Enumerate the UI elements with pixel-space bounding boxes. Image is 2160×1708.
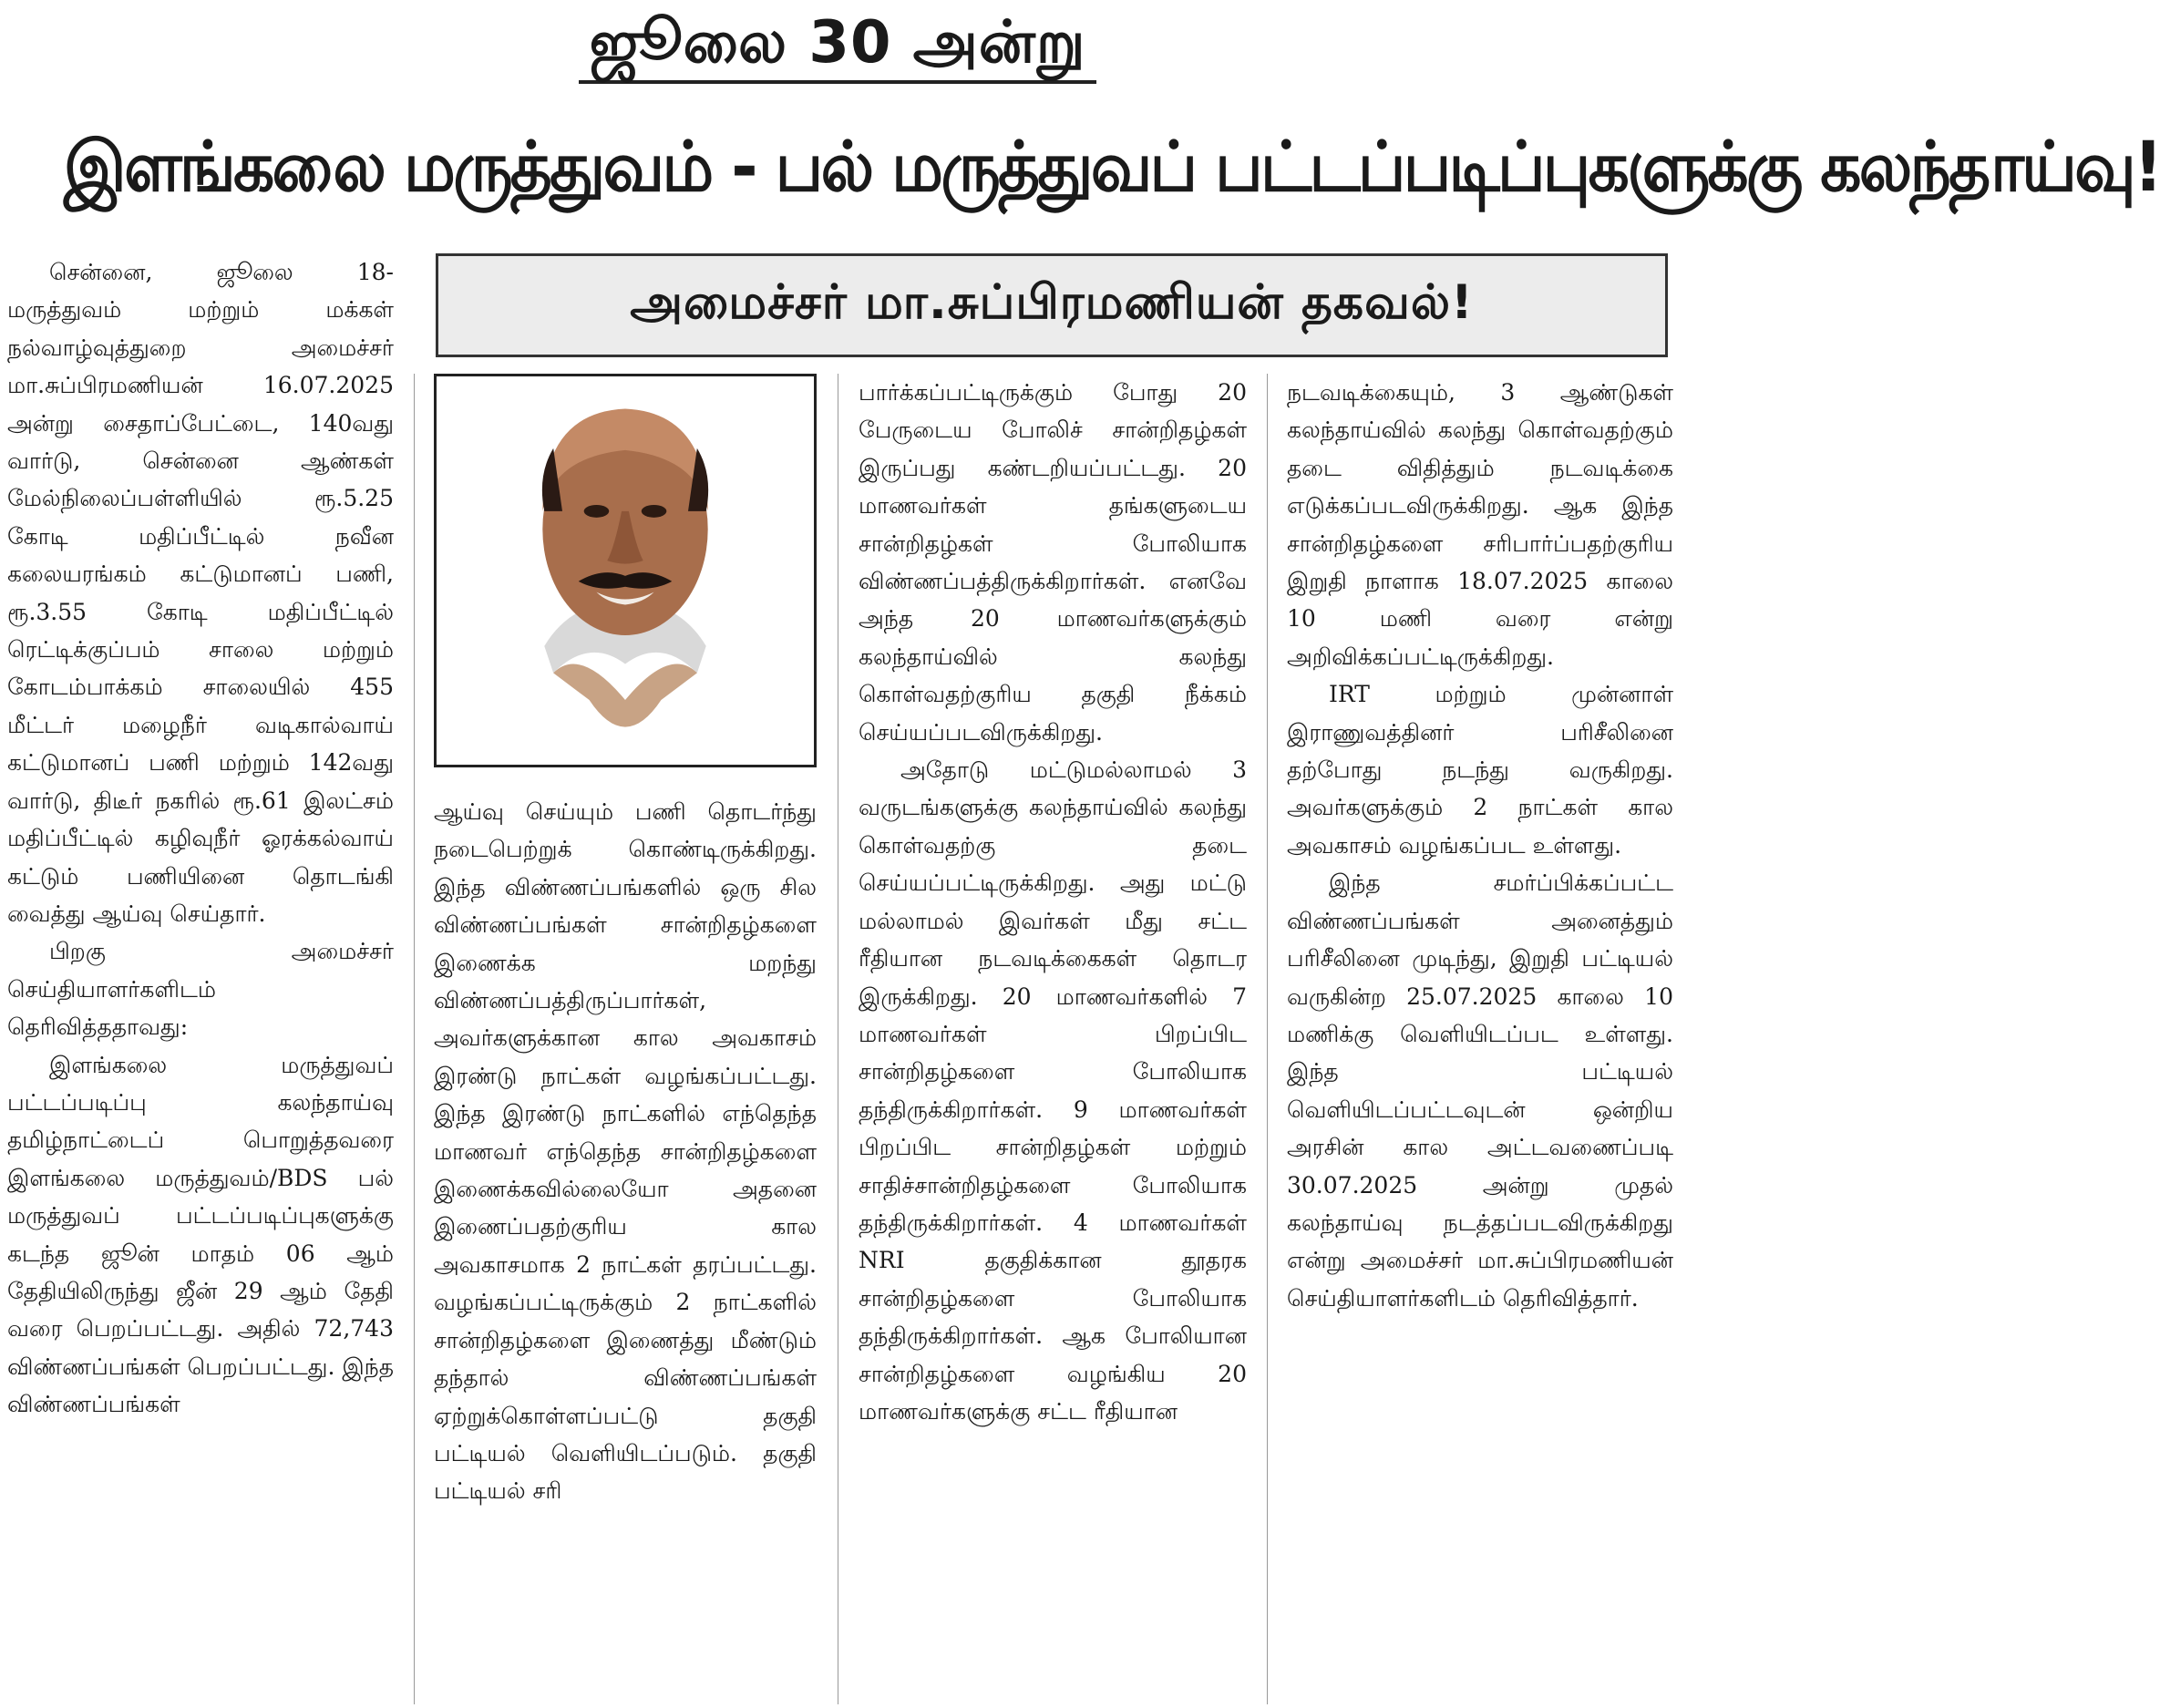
subheadline-text: அமைச்சர் மா.சுப்பிரமணியன் தகவல்! bbox=[630, 274, 1474, 330]
column-divider bbox=[1267, 374, 1268, 1704]
column-divider bbox=[414, 374, 415, 1704]
paragraph: இந்த சமர்ப்பிக்கப்பட்ட விண்ணப்பங்கள் அனைத்தும் பரிசீலினை முடிந்து, இறுதி பட்டியல் வருகின்ற 25.07.2025 காலை 10 மணிக்கு வெளியிடப்பட உள்ளது. இந்த பட்டியல் வெளியிடப்பட்டவுடன் ஒன்றிய அரசின் கால அட்டவணைப்படி 30.07.2025 அன்று முதல் கலந்தாய்வு நடத்தப்படவிருக்கிறது என்று அமைச்சர் மா.சுப்பிரமணியன் செய்தியாளர்களிடம் தெரிவித்தார். bbox=[1287, 869, 1673, 1312]
article-column-4 bbox=[1287, 374, 1673, 1704]
article-column-2 bbox=[434, 793, 817, 1704]
subheadline-box bbox=[436, 253, 1668, 357]
paragraph: அதோடு மட்டுமல்லாமல் 3 வருடங்களுக்கு கலந்தாய்வில் கலந்து கொள்வதற்கு தடை செய்யப்பட்டிருக்கிறது. அது மட்டு மல்லாமல் இவர்கள் மீது சட்ட ரீதியான நடவடிக்கைகள் தொடர இருக்கிறது. 20 மாணவர்களில் 7 மாணவர்கள் பிறப்பிட சான்றிதழ்களை போலியாக தந்திருக்கிறார்கள். 9 மாணவர்கள் பிறப்பிட சான்றிதழ்கள் மற்றும் சாதிச்சான்றிதழ்களை போலியாக தந்திருக்கிறார்கள். 4 மாணவர்கள் NRI தகுதிக்கான தூதரக சான்றிதழ்களை போலியாக தந்திருக்கிறார்கள். ஆக போலியான சான்றிதழ்களை வழங்கிய 20 மாணவர்களுக்கு சட்ட ரீதியான bbox=[859, 756, 1247, 1425]
person-portrait-icon bbox=[437, 376, 814, 765]
minister-photo bbox=[434, 374, 817, 767]
paragraph: சென்னை, ஜூலை 18- மருத்துவம் மற்றும் மக்கள் நல்வாழ்வுத்துறை அமைச்சர் மா.சுப்பிரமணியன் 16.07.2025 அன்று சைதாப்பேட்டை, 140வது வார்டு, சென்னை ஆண்கள் மேல்நிலைப்பள்ளியில் ரூ.5.25 கோடி மதிப்பீட்டில் நவீன கலையரங்கம் கட்டுமானப் பணி, ரூ.3.55 கோடி மதிப்பீட்டில் ரெட்டிக்குப்பம் சாலை மற்றும் கோடம்பாக்கம் சாலையில் 455 மீட்டர் மழைநீர் வடிகால்வாய் கட்டுமானப் பணி மற்றும் 142வது வார்டு, திடீர் நகரில் ரூ.61 இலட்சம் மதிப்பீட்டில் கழிவுநீர் ஓரக்கல்வாய் கட்டும் பணியினை தொடங்கி வைத்து ஆய்வு செய்தார். bbox=[7, 259, 394, 927]
article-column-1 bbox=[7, 253, 394, 1704]
kicker-line bbox=[0, 7, 1675, 89]
paragraph: பிறகு அமைச்சர் செய்தியாளர்களிடம் தெரிவித்ததாவது: bbox=[7, 938, 394, 1041]
paragraph: ஆய்வு செய்யும் பணி தொடர்ந்து நடைபெற்றுக் கொண்டிருக்கிறது. இந்த விண்ணப்பங்களில் ஒரு சில விண்ணப்பங்கள் சான்றிதழ்களை இணைக்க மறந்து விண்ணப்பத்திருப்பார்கள், அவர்களுக்கான கால அவகாசம் இரண்டு நாட்கள் வழங்கப்பட்டது. இந்த இரண்டு நாட்களில் எந்தெந்த மாணவர் எந்தெந்த சான்றிதழ்களை இணைக்கவில்லையோ அதனை இணைப்பதற்குரிய கால அவகாசமாக 2 நாட்கள் தரப்பட்டது. வழங்கப்பட்டிருக்கும் 2 நாட்களில் சான்றிதழ்களை இணைத்து மீண்டும் தந்தால் விண்ணப்பங்கள் ஏற்றுக்கொள்ளப்பட்டு தகுதி பட்டியல் வெளியிடப்படும். தகுதி பட்டியல் சரி bbox=[434, 798, 817, 1505]
main-headline: இளங்கலை மருத்துவம் - பல் மருத்துவப் பட்டப்படிப்புகளுக்கு கலந்தாய்வு! bbox=[63, 126, 2160, 207]
article-column-3 bbox=[859, 374, 1247, 1704]
paragraph: IRT மற்றும் முன்னாள் இராணுவத்தினர் பரிசீலினை தற்போது நடந்து வருகிறது. அவர்களுக்கும் 2 நாட்கள் கால அவகாசம் வழங்கப்பட உள்ளது. bbox=[1287, 681, 1673, 859]
paragraph: இளங்கலை மருத்துவப் பட்டப்படிப்பு கலந்தாய்வு தமிழ்நாட்டைப் பொறுத்தவரை இளங்கலை மருத்துவம்/BDS பல் மருத்துவப் பட்டப்படிப்புகளுக்கு கடந்த ஜூன் மாதம் 06 ஆம் தேதியிலிருந்து ஜீன் 29 ஆம் தேதி வரை பெறப்பட்டது. அதில் 72,743 விண்ணப்பங்கள் பெறப்பட்டது. இந்த விண்ணப்பங்கள் bbox=[7, 1051, 394, 1418]
paragraph: பார்க்கப்பட்டிருக்கும் போது 20 பேருடைய போலிச் சான்றிதழ்கள் இருப்பது கண்டறியப்பட்டது. 20 மாணவர்கள் தங்களுடைய சான்றிதழ்கள் போலியாக விண்ணப்பத்திருக்கிறார்கள். எனவே அந்த 20 மாணவர்களுக்கும் கலந்தாய்வில் கலந்து கொள்வதற்குரிய தகுதி நீக்கம் செய்யப்படவிருக்கிறது. bbox=[859, 379, 1247, 746]
kicker-text: ஜூலை 30 அன்று bbox=[579, 7, 1097, 84]
paragraph: நடவடிக்கையும், 3 ஆண்டுகள் கலந்தாய்வில் கலந்து கொள்வதற்கும் தடை விதித்தும் நடவடிக்கை எடுக்கப்படவிருக்கிறது. ஆக இந்த சான்றிதழ்களை சரிபார்ப்பதற்குரிய இறுதி நாளாக 18.07.2025 காலை 10 மணி வரை என்று அறிவிக்கப்பட்டிருக்கிறது. bbox=[1287, 379, 1673, 670]
